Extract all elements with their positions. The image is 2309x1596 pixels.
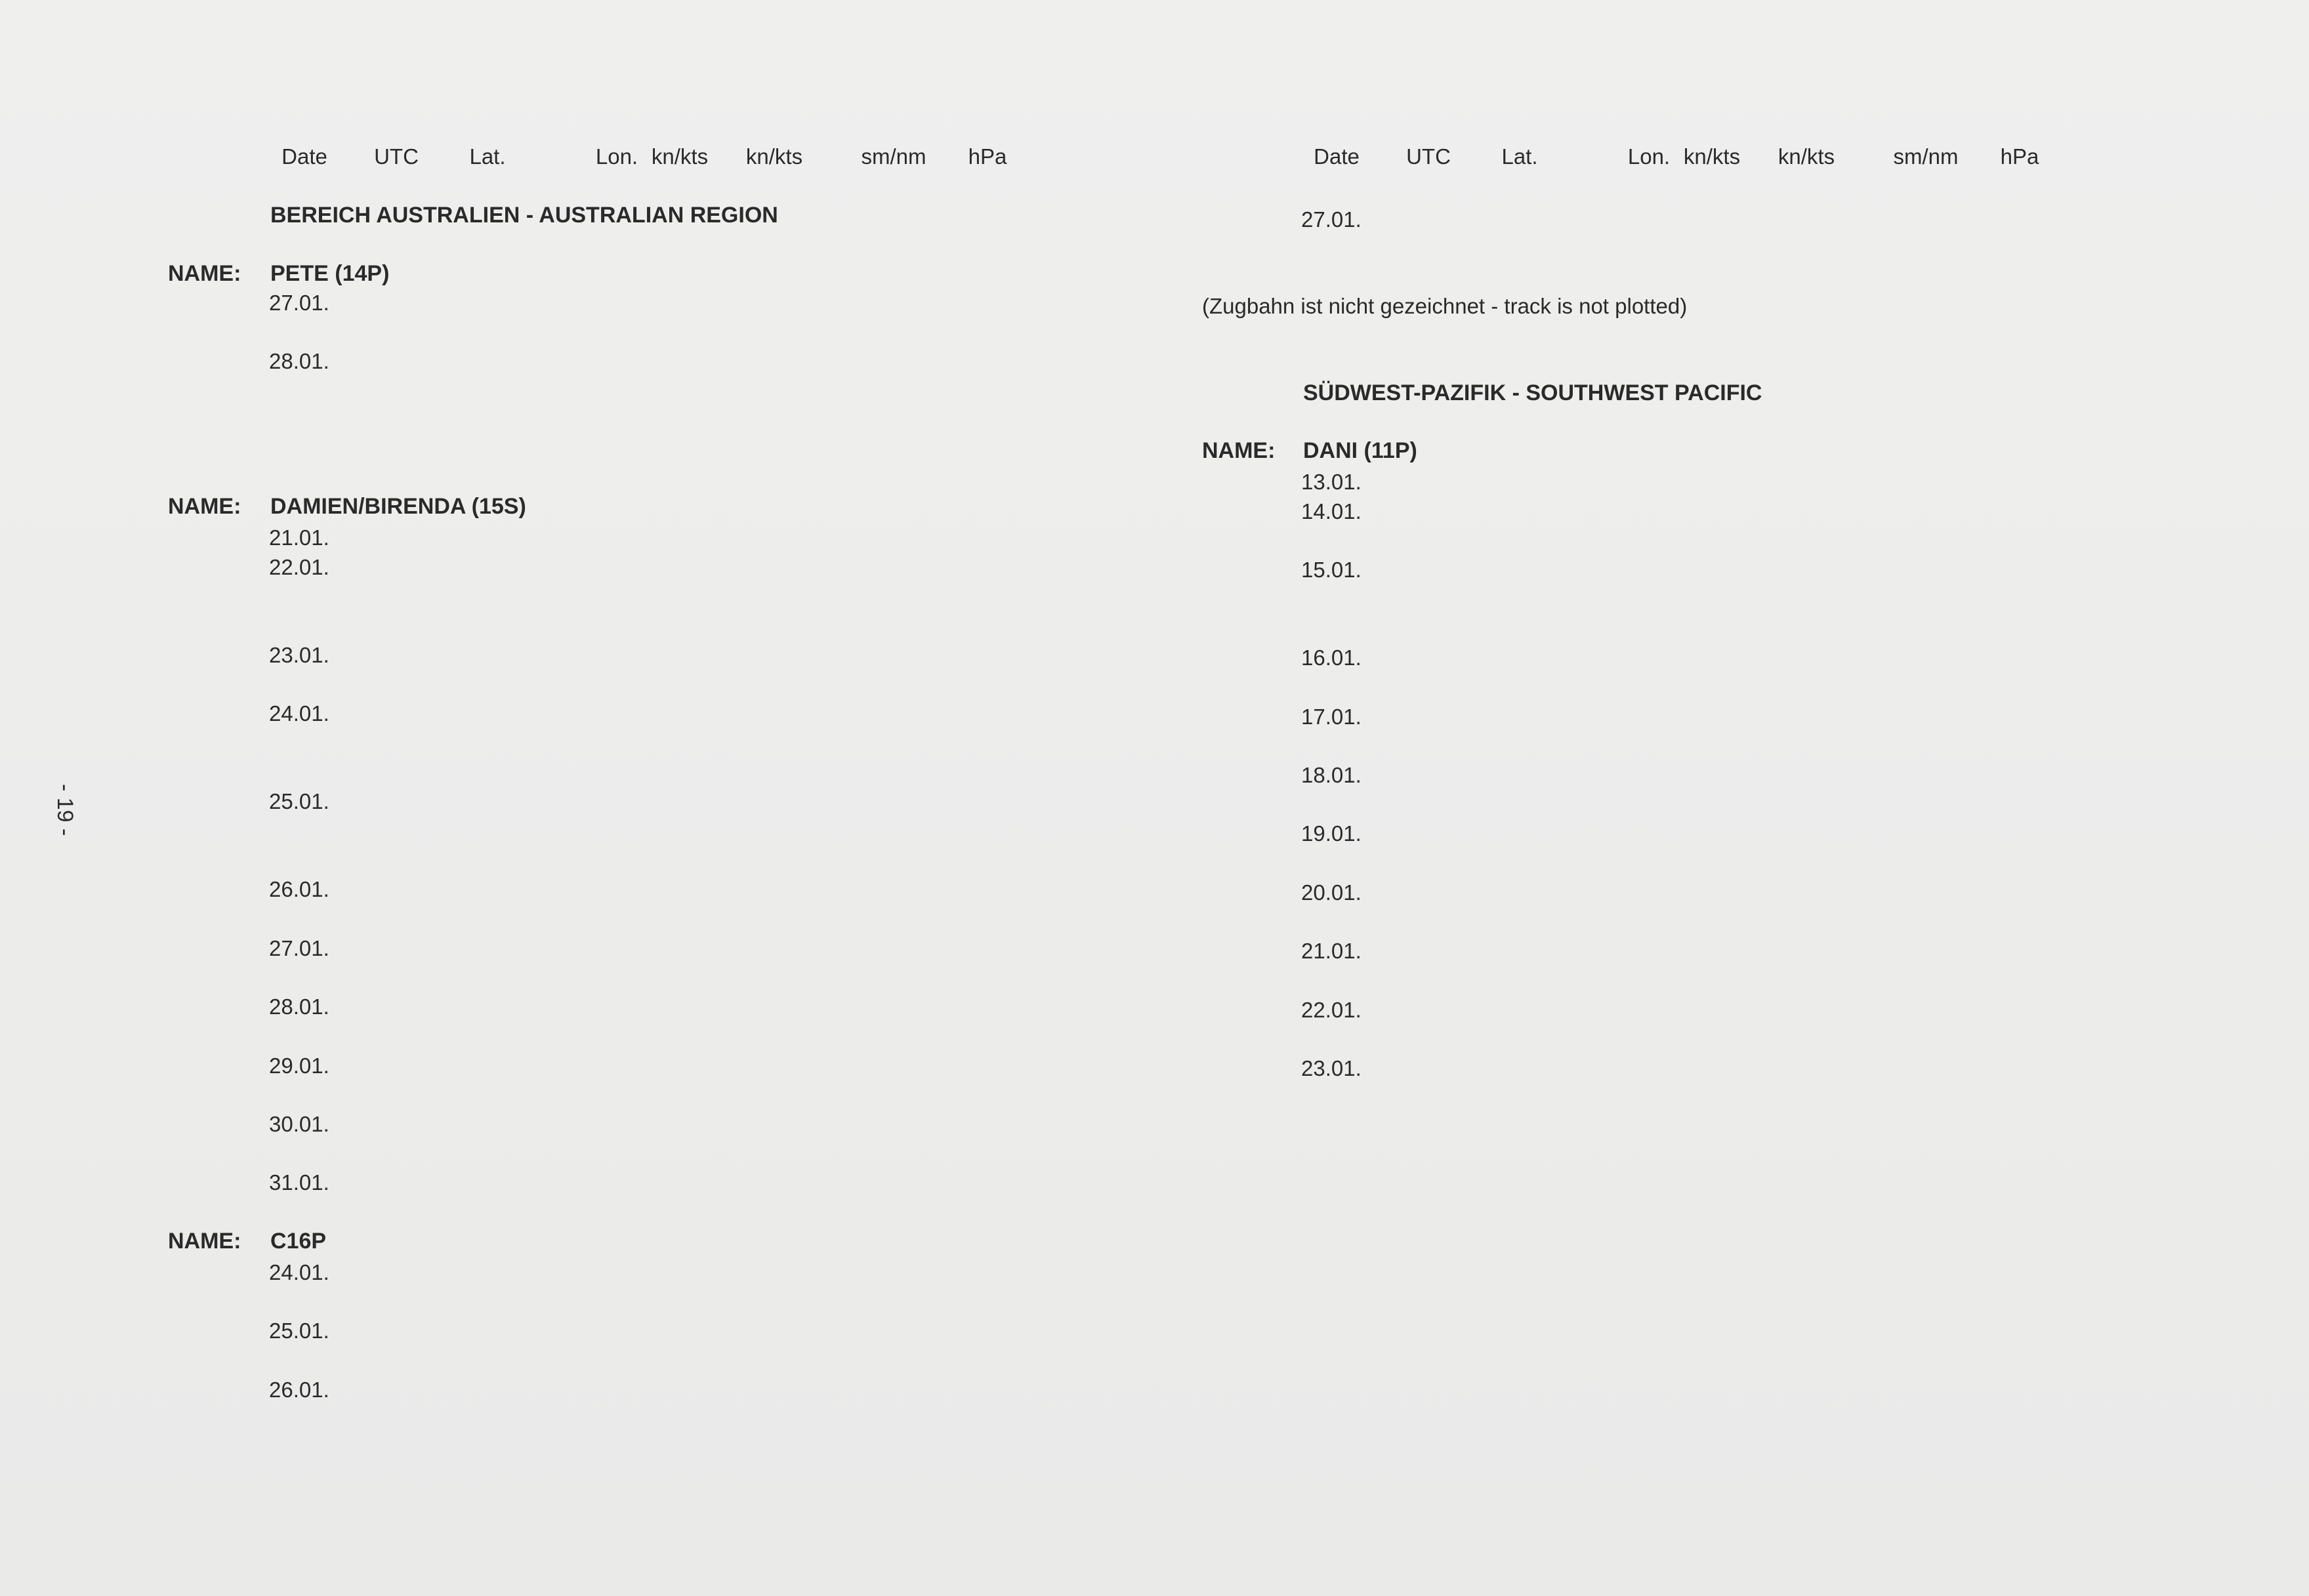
right-header-col-unit: kn/kts [1683, 144, 1741, 169]
cell-date: 21.01. [269, 525, 329, 550]
right-header-col-unit: Date [1314, 144, 1360, 169]
storm-name: DAMIEN/BIRENDA (15S) [270, 494, 526, 519]
cell-date: 23.01. [269, 642, 329, 667]
cell-date: 26.01. [269, 877, 329, 902]
name-label: NAME: [168, 261, 241, 286]
left-header-col-unit: Date [281, 144, 327, 169]
left-header-col-unit: kn/kts [745, 144, 803, 169]
cell-date: 29.01. [269, 1053, 329, 1078]
cell-date: 24.01. [269, 1260, 329, 1284]
right-header-col-unit: Lat. [1501, 144, 1538, 169]
cell-date: 17.01. [1301, 704, 1362, 729]
name-label: NAME: [1202, 438, 1276, 463]
right-header-col-unit: Lon. [1627, 144, 1671, 169]
left-header-col-unit: UTC [374, 144, 419, 169]
cell-date: 26.01. [269, 1377, 329, 1402]
cell-date: 22.01. [1301, 997, 1362, 1022]
storm-name: DANI (11P) [1303, 438, 1417, 463]
left-header-col-unit: Lon. [595, 144, 638, 169]
cell-date: 28.01. [269, 994, 329, 1019]
region-title: SÜDWEST-PAZIFIK - SOUTHWEST PACIFIC [1303, 380, 1762, 405]
left-header-col-unit: Lat. [469, 144, 506, 169]
cell-date: 25.01. [269, 1319, 329, 1343]
cell-date: 22.01. [269, 554, 329, 579]
page-number: - 19 - [52, 784, 77, 836]
right-header-col-unit: sm/nm [1893, 144, 1959, 169]
track-note: (Zugbahn ist nicht gezeichnet - track is not plotted) [1202, 294, 1688, 318]
cell-date: 28.01. [269, 349, 329, 374]
storm-name: C16P [270, 1229, 327, 1254]
left-header-col-unit: sm/nm [861, 144, 926, 169]
cell-date: 30.01. [269, 1112, 329, 1136]
cell-date: 16.01. [1301, 645, 1362, 670]
cell-date: 27.01. [1301, 207, 1362, 232]
cell-date: 13.01. [1301, 470, 1362, 494]
cell-date: 14.01. [1301, 499, 1362, 523]
cell-date: 20.01. [1301, 880, 1362, 905]
left-header-col-unit: kn/kts [651, 144, 709, 169]
left-header-col-unit: hPa [968, 144, 1007, 169]
cell-date: 19.01. [1301, 821, 1362, 846]
right-header-col-unit: UTC [1406, 144, 1451, 169]
cell-date: 31.01. [269, 1170, 329, 1195]
cell-date: 15.01. [1301, 558, 1362, 583]
storm-name: PETE (14P) [270, 261, 390, 286]
right-header-col-unit: hPa [2000, 144, 2039, 169]
cell-date: 21.01. [1301, 939, 1362, 964]
cell-date: 27.01. [269, 291, 329, 315]
region-title: BEREICH AUSTRALIEN - AUSTRALIAN REGION [270, 203, 778, 228]
right-header-col-unit: kn/kts [1778, 144, 1835, 169]
name-label: NAME: [168, 1229, 241, 1254]
cell-date: 23.01. [1301, 1056, 1362, 1080]
cell-date: 27.01. [269, 935, 329, 960]
cell-date: 18.01. [1301, 763, 1362, 787]
cell-date: 24.01. [269, 701, 329, 726]
name-label: NAME: [168, 494, 241, 519]
cell-date: 25.01. [269, 789, 329, 814]
